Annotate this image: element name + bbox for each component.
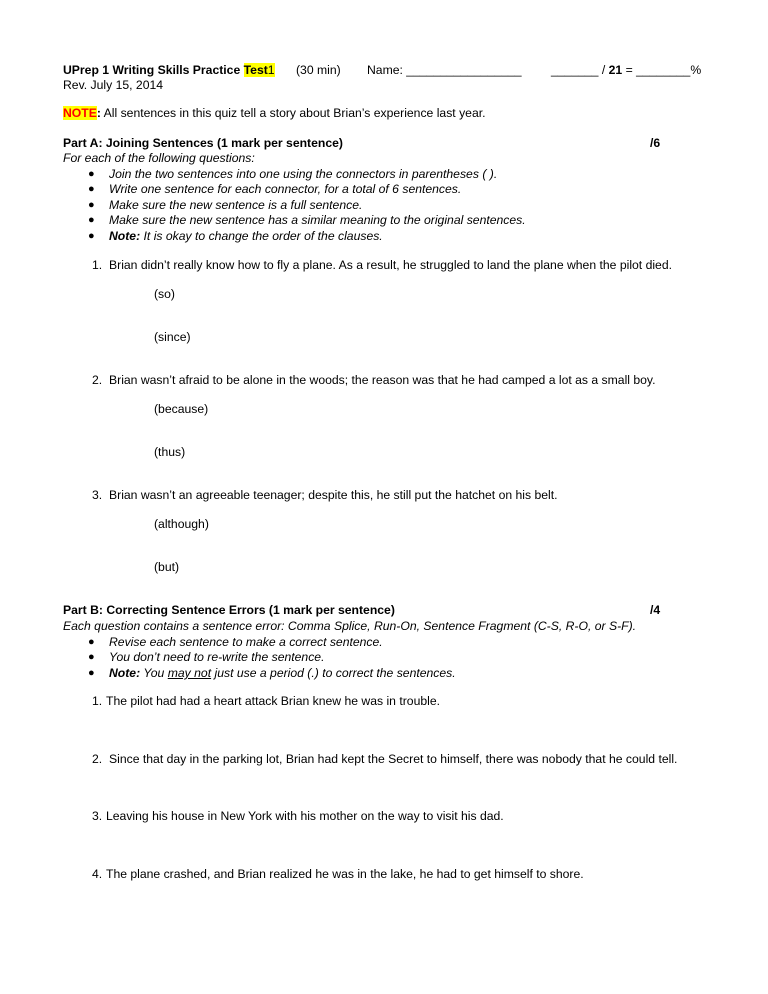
bullet-dot: ●	[88, 636, 95, 648]
question-text: Leaving his house in New York with his mother on the way to visit his dad.	[106, 809, 504, 823]
connector-label: (although)	[154, 517, 209, 531]
part-b-note-underlined: may not	[167, 666, 212, 680]
duration: (30 min)	[296, 63, 341, 77]
part-b-bullet: Revise each sentence to make a correct sentence.	[109, 635, 383, 649]
part-a-note-label: Note:	[109, 229, 141, 243]
bullet-dot: ●	[88, 651, 95, 663]
connector-label: (thus)	[154, 445, 186, 459]
question-text: The pilot had had a heart attack Brian knew he was in trouble.	[106, 694, 441, 708]
name-blank: _________________	[406, 63, 522, 77]
part-a-note-text: It is okay to change the order of the clauses.	[143, 229, 383, 243]
question-number: 3.	[92, 809, 103, 823]
bullet-dot: ●	[88, 230, 95, 242]
part-b-heading: Part B: Correcting Sentence Errors (1 mark per sentence)	[63, 603, 395, 617]
part-a-bullet: Make sure the new sentence is a full sentence.	[109, 198, 363, 212]
question-number: 3.	[92, 488, 103, 502]
score-equals: =	[625, 63, 633, 77]
connector-label: (but)	[154, 560, 180, 574]
question-text: Since that day in the parking lot, Brian had kept the Secret to himself, there was nobody that he could tell.	[109, 752, 678, 766]
question-number: 2.	[92, 373, 103, 387]
connector-label: (so)	[154, 287, 175, 301]
title-test-word: Test	[243, 63, 268, 77]
note-text: All sentences in this quiz tell a story about Brian’s experience last year.	[103, 106, 486, 120]
part-b-note-bullet	[109, 666, 456, 681]
bullet-dot: ●	[88, 214, 95, 226]
part-b-note-post: just use a period (.) to correct the sentences.	[214, 666, 456, 680]
bullet-dot: ●	[88, 168, 95, 180]
connector-label: (because)	[154, 402, 209, 416]
question-number: 2.	[92, 752, 103, 766]
part-a-score: /6	[650, 136, 661, 150]
part-a-bullet: Make sure the new sentence has a similar meaning to the original sentences.	[109, 213, 526, 227]
part-b-bullet: You don’t need to re-write the sentence.	[109, 650, 325, 664]
part-a-heading: Part A: Joining Sentences (1 mark per sentence)	[63, 136, 343, 150]
question-text: Brian didn’t really know how to fly a plane. As a result, he struggled to land the plane when the pilot died.	[109, 258, 673, 272]
note-colon: :	[96, 106, 101, 120]
question-number: 1.	[92, 694, 103, 708]
percent-blank: ________%	[636, 63, 702, 77]
bullet-dot: ●	[88, 199, 95, 211]
part-a-bullet: Write one sentence for each connector, for a total of 6 sentences.	[109, 182, 462, 196]
note-label: NOTE	[63, 106, 97, 120]
title-test-number: 1	[267, 63, 275, 77]
part-a-bullet: Join the two sentences into one using the connectors in parentheses ( ).	[109, 167, 498, 181]
part-a-instructions: For each of the following questions:	[63, 151, 255, 165]
score-blank: _______	[551, 63, 599, 77]
question-text: Brian wasn’t afraid to be alone in the woods; the reason was that he had camped a lot as a small boy.	[109, 373, 656, 387]
title-text: UPrep 1 Writing Skills Practice	[63, 63, 241, 77]
bullet-dot: ●	[88, 667, 95, 679]
question-number: 4.	[92, 867, 103, 881]
question-number: 1.	[92, 258, 103, 272]
name-field[interactable]	[367, 63, 522, 78]
worksheet-title	[63, 63, 275, 78]
part-a-note-bullet	[109, 229, 383, 244]
note-line	[63, 106, 486, 121]
bullet-dot: ●	[88, 183, 95, 195]
part-b-note-label: Note:	[109, 666, 141, 680]
part-b-instructions: Each question contains a sentence error: Comma Splice, Run-On, Sentence Fragment (C-S, R-O, or S-F).	[63, 619, 637, 633]
score-total: 21	[608, 63, 623, 77]
part-b-note-pre: You	[143, 666, 165, 680]
revision-date: Rev. July 15, 2014	[63, 78, 164, 92]
connector-label: (since)	[154, 330, 191, 344]
part-b-score: /4	[650, 603, 661, 617]
score-field[interactable]	[551, 63, 701, 78]
question-text: Brian wasn’t an agreeable teenager; despite this, he still put the hatchet on his belt.	[109, 488, 558, 502]
name-label: Name:	[367, 63, 403, 77]
score-slash: /	[601, 63, 606, 77]
question-text: The plane crashed, and Brian realized he was in the lake, he had to get himself to shore.	[106, 867, 584, 881]
